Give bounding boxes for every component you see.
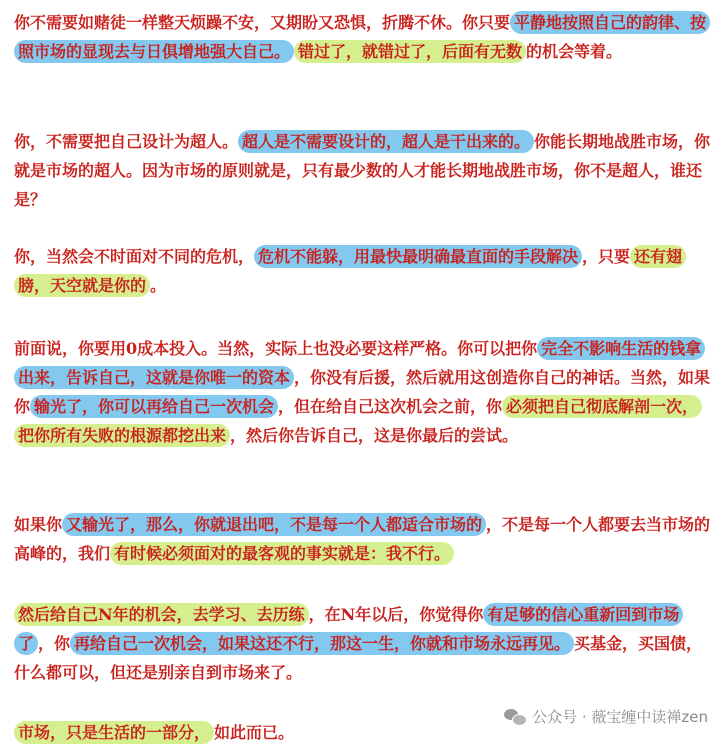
text-segment: 买基金，买国债，什么都可以，但还是别亲自到市场来了。	[14, 634, 703, 682]
text-segment: ，不是每一个人都要去当市场的高峰的，我们	[14, 515, 711, 563]
highlight-yellow: 错过了，就错过了，后面有无数	[294, 40, 526, 63]
highlight-yellow: 市场，只是生活的一部分，	[14, 721, 214, 744]
text-segment: ，你没有后援，然后就用这创造你自己的神话。当然，如果你	[14, 368, 711, 416]
paragraph	[14, 600, 714, 687]
text-segment: 你不需要如赌徒一样整天烦躁不安，又期盼又恐惧，折腾不休。你只要	[14, 13, 511, 32]
highlight-blue: 有足够的信心重新回到市场了	[14, 603, 683, 655]
text-segment: ，但在给自己这次机会之前，你	[278, 397, 503, 416]
wechat-icon	[504, 708, 526, 726]
text-segment: 的机会等着。	[526, 42, 623, 61]
highlight-blue: 平静地按照自己的韵律、按照市场的显现去与日俱增地强大自己。	[14, 11, 710, 63]
highlight-yellow: 必须把自己彻底解剖一次，把你所有失败的根源都挖出来	[14, 395, 702, 447]
highlight-blue: 又输光了，那么，你就退出吧，不是每一个人都适合市场的	[62, 513, 486, 536]
highlight-yellow: 有时候必须面对的最客观的事实就是：我不行。	[110, 542, 454, 565]
paragraph	[14, 242, 714, 300]
text-segment: 如果你	[14, 515, 63, 534]
text-segment: 前面说，你要用0成本投入。当然，实际上也没必要这样严格。你可以把你	[14, 339, 538, 358]
highlight-blue: 完全不影响生活的钱拿出来，告诉自己，这就是你唯一的资本	[14, 337, 705, 389]
highlight-yellow: 还有翅膀，天空就是你的	[14, 245, 686, 297]
text-segment: ，你	[38, 634, 71, 653]
highlight-blue: 再给自己一次机会，如果这还不行，那这一生，你就和市场永远再见。	[70, 632, 574, 655]
paragraph	[14, 718, 294, 747]
text-segment: 你能长期地战胜市场，你就是市场的超人。因为市场的原则就是，只有最少数的人才能长期地战胜市场，你不是超人，谁还是？	[14, 132, 711, 209]
text-segment: ，然后你告诉自己，这是你最后的尝试。	[230, 426, 519, 445]
highlight-blue: 危机不能躲，用最快最明确最直面的手段解决	[254, 245, 582, 268]
text-segment: 如此而已。	[214, 723, 295, 742]
paragraph	[14, 127, 714, 214]
paragraph	[14, 334, 714, 450]
paragraph	[14, 8, 714, 66]
highlight-blue: 输光了，你可以再给自己一次机会	[30, 395, 278, 418]
highlight-yellow: 然后给自己N年的机会，去学习、去历练	[14, 603, 309, 626]
text-segment: 你，不需要把自己设计为超人。	[14, 132, 239, 151]
text-segment: 。	[150, 276, 167, 295]
highlight-blue: 超人是不需要设计的，超人是干出来的。	[238, 130, 534, 153]
watermark	[504, 706, 708, 727]
text-segment: 你，当然会不时面对不同的危机，	[14, 247, 255, 266]
watermark-text: 公众号 · 薇宝缠中读禅zen	[532, 708, 708, 726]
text-segment: ，在N年以后，你觉得你	[308, 605, 484, 624]
paragraph	[14, 510, 714, 568]
text-segment: ，只要	[582, 247, 631, 266]
